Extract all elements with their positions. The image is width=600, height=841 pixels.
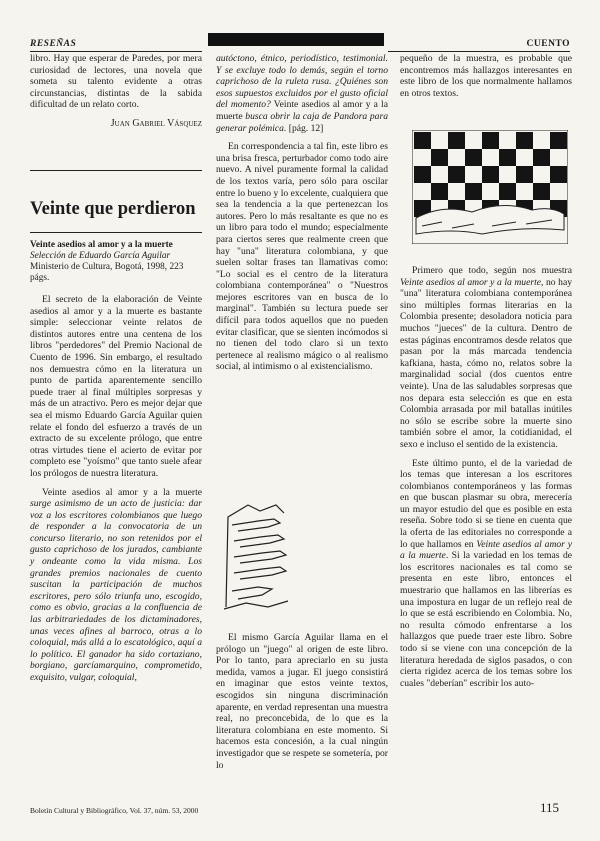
checker-square	[414, 132, 431, 149]
quote-paragraph: Veinte asedios al amor y a la muerte surge asimismo de un acto de justicia: dar voz a los escritores colombianos que luego de responder a la convocatoria de un concurso literario, no son retenidos por el gusto caprichoso de los jurados, cambiante y ondeante como la vida misma. Los grandes premios nacionales de cuento suscitan la participación de muchos escritores, pero sólo triunfa uno, escogido, como es obvio, gracias a la confluencia de las arbitrariedades de los dictaminadores, unas veces afines al barroco, otras a lo coloquial, más allá a lo escatológico, aquí a lo político. El ganador ha sido cortaziano, borgiano, garcíamarquino, comprometido, exquisito, vulgar, coloquial,	[30, 486, 202, 683]
column-2-bottom	[216, 632, 388, 778]
checker-square	[448, 132, 465, 149]
section-header-right: CUENTO	[388, 33, 570, 52]
book-publication: Ministerio de Cultura, Bogotá, 1998, 223 págs.	[30, 262, 184, 283]
column-3-top	[400, 53, 572, 106]
paragraph: En correspondencia a tal fin, este libro es una brisa fresca, perturbador como todo aire nuevo. A nivel puramente formal la calidad de los textos varía, pero sólo para oscilar entre lo bueno y lo excelente, cualquiera que sea la tendencia a la que pertenezcan los autores. Pero lo más resaltante es que no es un libro para todo el mundo; especialmente para ciertos seres que realmente creen que hay "una" literatura colombiana, y que suelen soltar frases tan llamativas como: "Lo social es el centro de la literatura colombiana contemporánea" o "Nuestros mejores escritores van en busca de lo marginal". También su lectura puede ser difícil para todos aquellos que no pueden evitar clasificar, que se sienten incómodos si no tienen del todo claro si un texto pertenece al realismo mágico o al realismo social, al intimismo o al existencialismo.	[216, 141, 388, 373]
sketch-line	[232, 519, 280, 531]
checker-square	[516, 166, 533, 183]
column-3-body	[400, 265, 572, 696]
paragraph: El secreto de la elaboración de Veinte asedios al amor y a la muerte es bastante simple: seleccionar veinte relatos de distintos autores entre una centena de los libros "perdedores" del Premio Nacional de Cuento de 1996. Sin embargo, el resultado nos demuestra cómo en la literatura un punto de partida aparentemente sencillo puede traer al final múltiples sorpresas y más de un atractivo. Pero es mejor dejar que sea el mismo Eduardo García Aguilar quien relate el fondo del esfuerzo a través de un extracto de su excelente prólogo, que entre otras virtudes tiene el acierto de evitar por completo ese "yoísmo" que tanto suele afear los prólogos de nuestra literatura.	[30, 294, 202, 479]
checker-square	[550, 132, 567, 149]
checker-square	[499, 149, 516, 166]
checker-square	[431, 149, 448, 166]
book-title: Veinte asedios al amor y a la muerte	[30, 240, 173, 250]
sketch-line	[232, 587, 272, 599]
divider-rule	[30, 232, 202, 233]
sketch-line	[234, 535, 284, 547]
journal-footer: Boletín Cultural y Bibliográfico, Vol. 37, núm. 53, 2000	[30, 806, 199, 815]
checker-square	[533, 149, 550, 166]
checker-square	[482, 132, 499, 149]
checker-square	[516, 132, 533, 149]
paragraph: El mismo García Aguilar llama en el prólogo un "juego" al origen de este libro. Por lo tanto, para apreciarlo en su justa medida, vamos a jugar. El juego consistirá en imaginar que estos veinte textos, escogidos sin ninguna discriminación aparente, en verdad representan una muestra real, no preconcebida, de lo que es la literatura colombiana en este momento. Si hacemos esta concesión, a la cual ningún investigador que se respete se sometería, por lo	[216, 632, 388, 771]
illustration-figures	[218, 497, 338, 615]
section-header-left: RESEÑAS	[30, 33, 202, 52]
header-black-bar	[208, 33, 384, 46]
paragraph: Primero que todo, según nos muestra Veinte asedios al amor y a la muerte, no hay "una" literatura colombiana contemporánea sino múltiples formas literarias en la Colombia presente; desoladora noticia para muchos "jueces" de la cultura. Dentro de estas páginas encontramos desde relatos que pasan por la más marcada tendencia kafkiana, hasta, cómo no, relatos sobre la marginalidad social (dos cuentos entre veinte). Una de las saludables sorpresas que nos depara esta selección es que en esta Colombia arrasada por mil batallas inútiles no sólo se escribe sobre la muerte sino también sobre el amor, la cotidianidad, el sexo e incluso el sentido de la existencia.	[400, 265, 572, 450]
sketch-line	[234, 551, 286, 563]
review-signature: Juan Gabriel Vásquez	[110, 117, 202, 129]
page-number: 115	[540, 800, 560, 815]
column-1-body	[30, 294, 202, 691]
paragraph: pequeño de la muestra, es probable que encontremos más hallazgos interesantes en este libro de los que normalmente hallamos en otros textos.	[400, 53, 572, 99]
checker-square	[533, 183, 550, 200]
checker-square	[431, 183, 448, 200]
previous-review-end: libro. Hay que esperar de Paredes, por mera curiosidad de lectores, una novela que someta su talento evidente a otras circunstancias, distintas de la sabida dificultad de un relato corto.	[30, 53, 202, 111]
sketch-line	[224, 601, 288, 609]
review-title: Veinte que perdieron	[30, 199, 196, 219]
illustration-checkerboard	[412, 130, 568, 244]
checker-square	[465, 149, 482, 166]
checker-square	[499, 183, 516, 200]
sketch-line	[234, 567, 286, 579]
checker-square	[414, 166, 431, 183]
column-2-top	[216, 53, 388, 380]
checker-square	[550, 166, 567, 183]
quote-continuation: autóctono, étnico, periodístico, testimonial. Y se excluye todo lo demás, según el torno caprichoso de la ruleta rusa. ¿Quiénes son esos supuestos excluidos por el gusto oficial del momento? Veinte asedios al amor y a la muerte busca obrir la caja de Pandora para generar polémica. [pág. 12]	[216, 53, 388, 134]
checker-square	[482, 166, 499, 183]
checker-square	[448, 166, 465, 183]
checker-square	[465, 183, 482, 200]
paragraph: Este último punto, el de la variedad de los temas que interesan a los escritores colombianos contemporáneos y las formas en que buscan plasmar su obra, merecería un mayor estudio del que es posible en esta reseña. Sobre todo si se tiene en cuenta que la oferta de las editoriales no corresponde a lo que hallamos en Veinte asedios al amor y a la muerte. Si la variedad en los temas de los escritores nacionales es tal como se presenta en este libro, entonces el muestrario que hallamos en las librerías es una impostura en lugar de un reflejo real de lo que se está escribiendo en Colombia. No, no resulta cómodo enfrentarse a los hallazgos que puede traer este libro. Sobre todo si se viene con una concepción de la literatura heredada de siglos pasados, o con cierta rigidez acerca de los temas sobre los cuales "deberían" escribir los auto-	[400, 457, 573, 689]
book-editor: Selección de Eduardo García Aguilar	[30, 251, 171, 261]
divider-rule	[30, 170, 202, 171]
book-reference	[30, 240, 202, 284]
column-1-top	[30, 53, 202, 137]
